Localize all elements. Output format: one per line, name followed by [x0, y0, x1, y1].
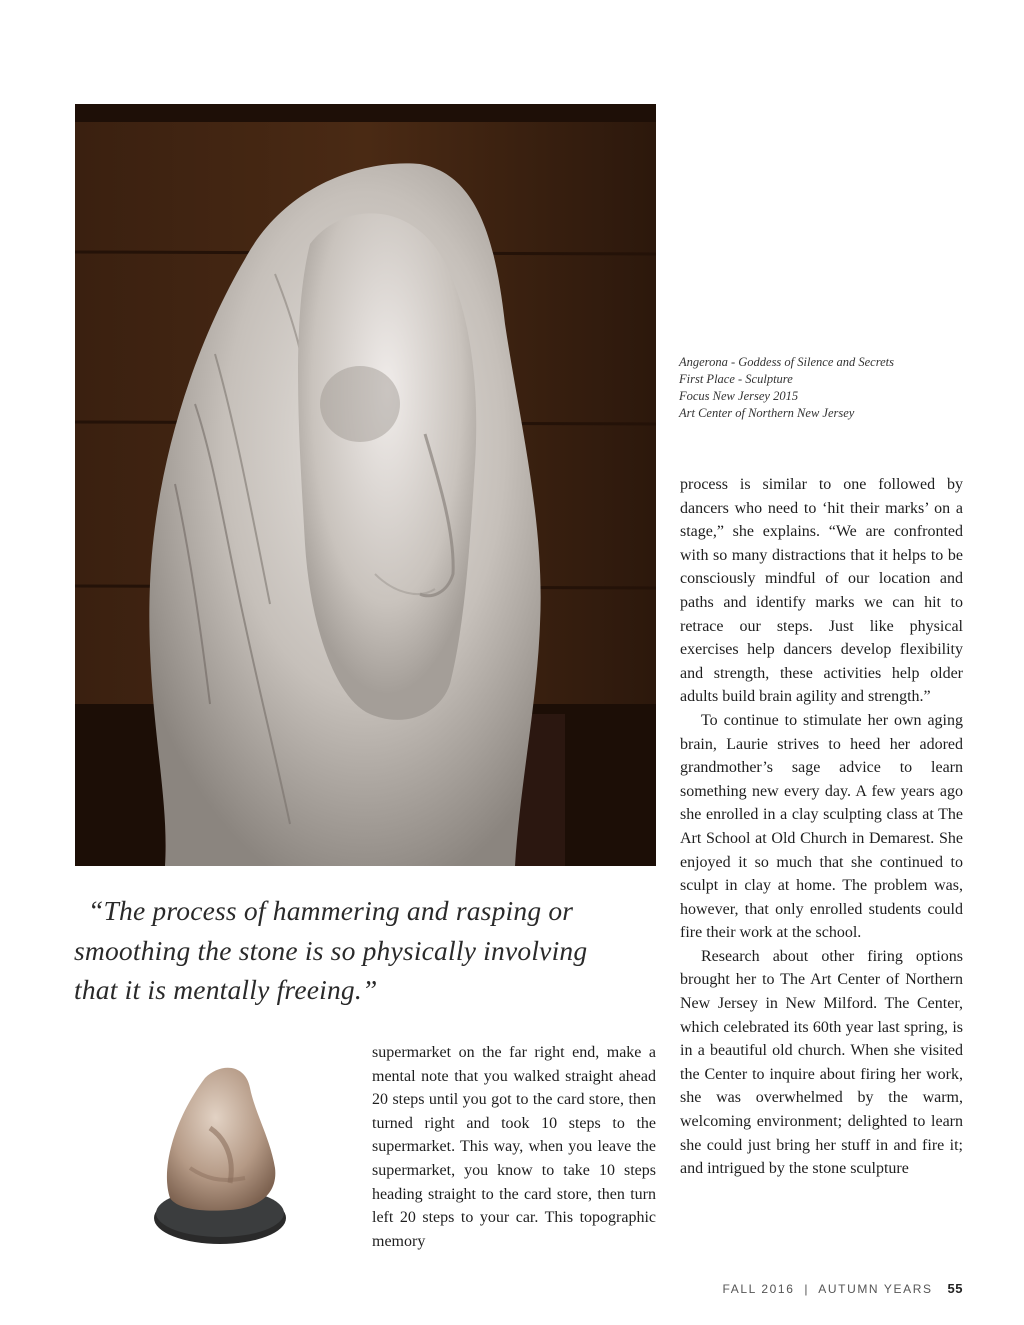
body-paragraph: supermarket on the far right end, make a mental note that you walked straight ahead 20 steps until you got to the card store, then turned right and took 10 steps to the supermarket. This way, when you leave the supermarket, you know to take 10 steps heading straight to the card store, then turn left 20 steps to your car. This topographic memory [372, 1044, 656, 1250]
page-footer [722, 1281, 963, 1296]
page-number: 55 [947, 1281, 963, 1296]
body-paragraph: To continue to stimulate her own aging brain, Laurie strives to heed her adored grandmother’s sage advice to learn something new every day. A few years ago she enrolled in a clay sculpting class at The Art School at Old Church in Demarest. She enjoyed it so much that she continued to sculpt in clay at home. The problem was, however, that only enrolled students could fire their work at the school. [680, 711, 963, 942]
caption-event: Focus New Jersey 2015 [679, 389, 799, 403]
small-sculpture-photo [150, 1058, 290, 1253]
sculpture-photo-angerona [75, 104, 656, 866]
pull-quote-line-1: “The process of hammering and rasping or [88, 895, 574, 926]
caption-venue: Art Center of Northern New Jersey [679, 406, 855, 420]
sculpture-illustration [75, 104, 656, 866]
pull-quote [74, 891, 619, 1010]
caption-title: Angerona - Goddess of Silence and Secrets [679, 355, 894, 369]
pull-quote-line-3: that it is mentally freeing.” [74, 974, 378, 1005]
body-column-right [680, 473, 963, 1181]
small-sculpture-illustration [150, 1058, 290, 1253]
footer-issue: FALL 2016 | AUTUMN YEARS [722, 1282, 933, 1296]
pull-quote-line-2: smoothing the stone is so physically involving [74, 934, 588, 966]
photo-caption [679, 354, 999, 422]
body-paragraph: process is similar to one followed by dancers who need to ‘hit their marks’ on a stage,” she explains. “We are confronted with so many distractions that it helps to be consciously mindful of our location and paths and identify marks we can hit to retrace our steps. Just like physical exercises help dancers develop flexibility and strength, these activities help older adults build brain agility and strength.” [680, 476, 963, 706]
body-paragraph: Research about other firing options brought her to The Art Center of Northern New Jersey in New Milford. The Center, which celebrated its 60th year last spring, is in a beautiful old church. When she visited the Center to inquire about firing her work, she was overwhelmed by the warm, welcoming environment; delighted to learn she could just bring her stuff in and fire it; and intrigued by the stone sculpture [680, 947, 963, 1178]
body-column-middle [372, 1041, 656, 1253]
caption-award: First Place - Sculpture [679, 372, 793, 386]
